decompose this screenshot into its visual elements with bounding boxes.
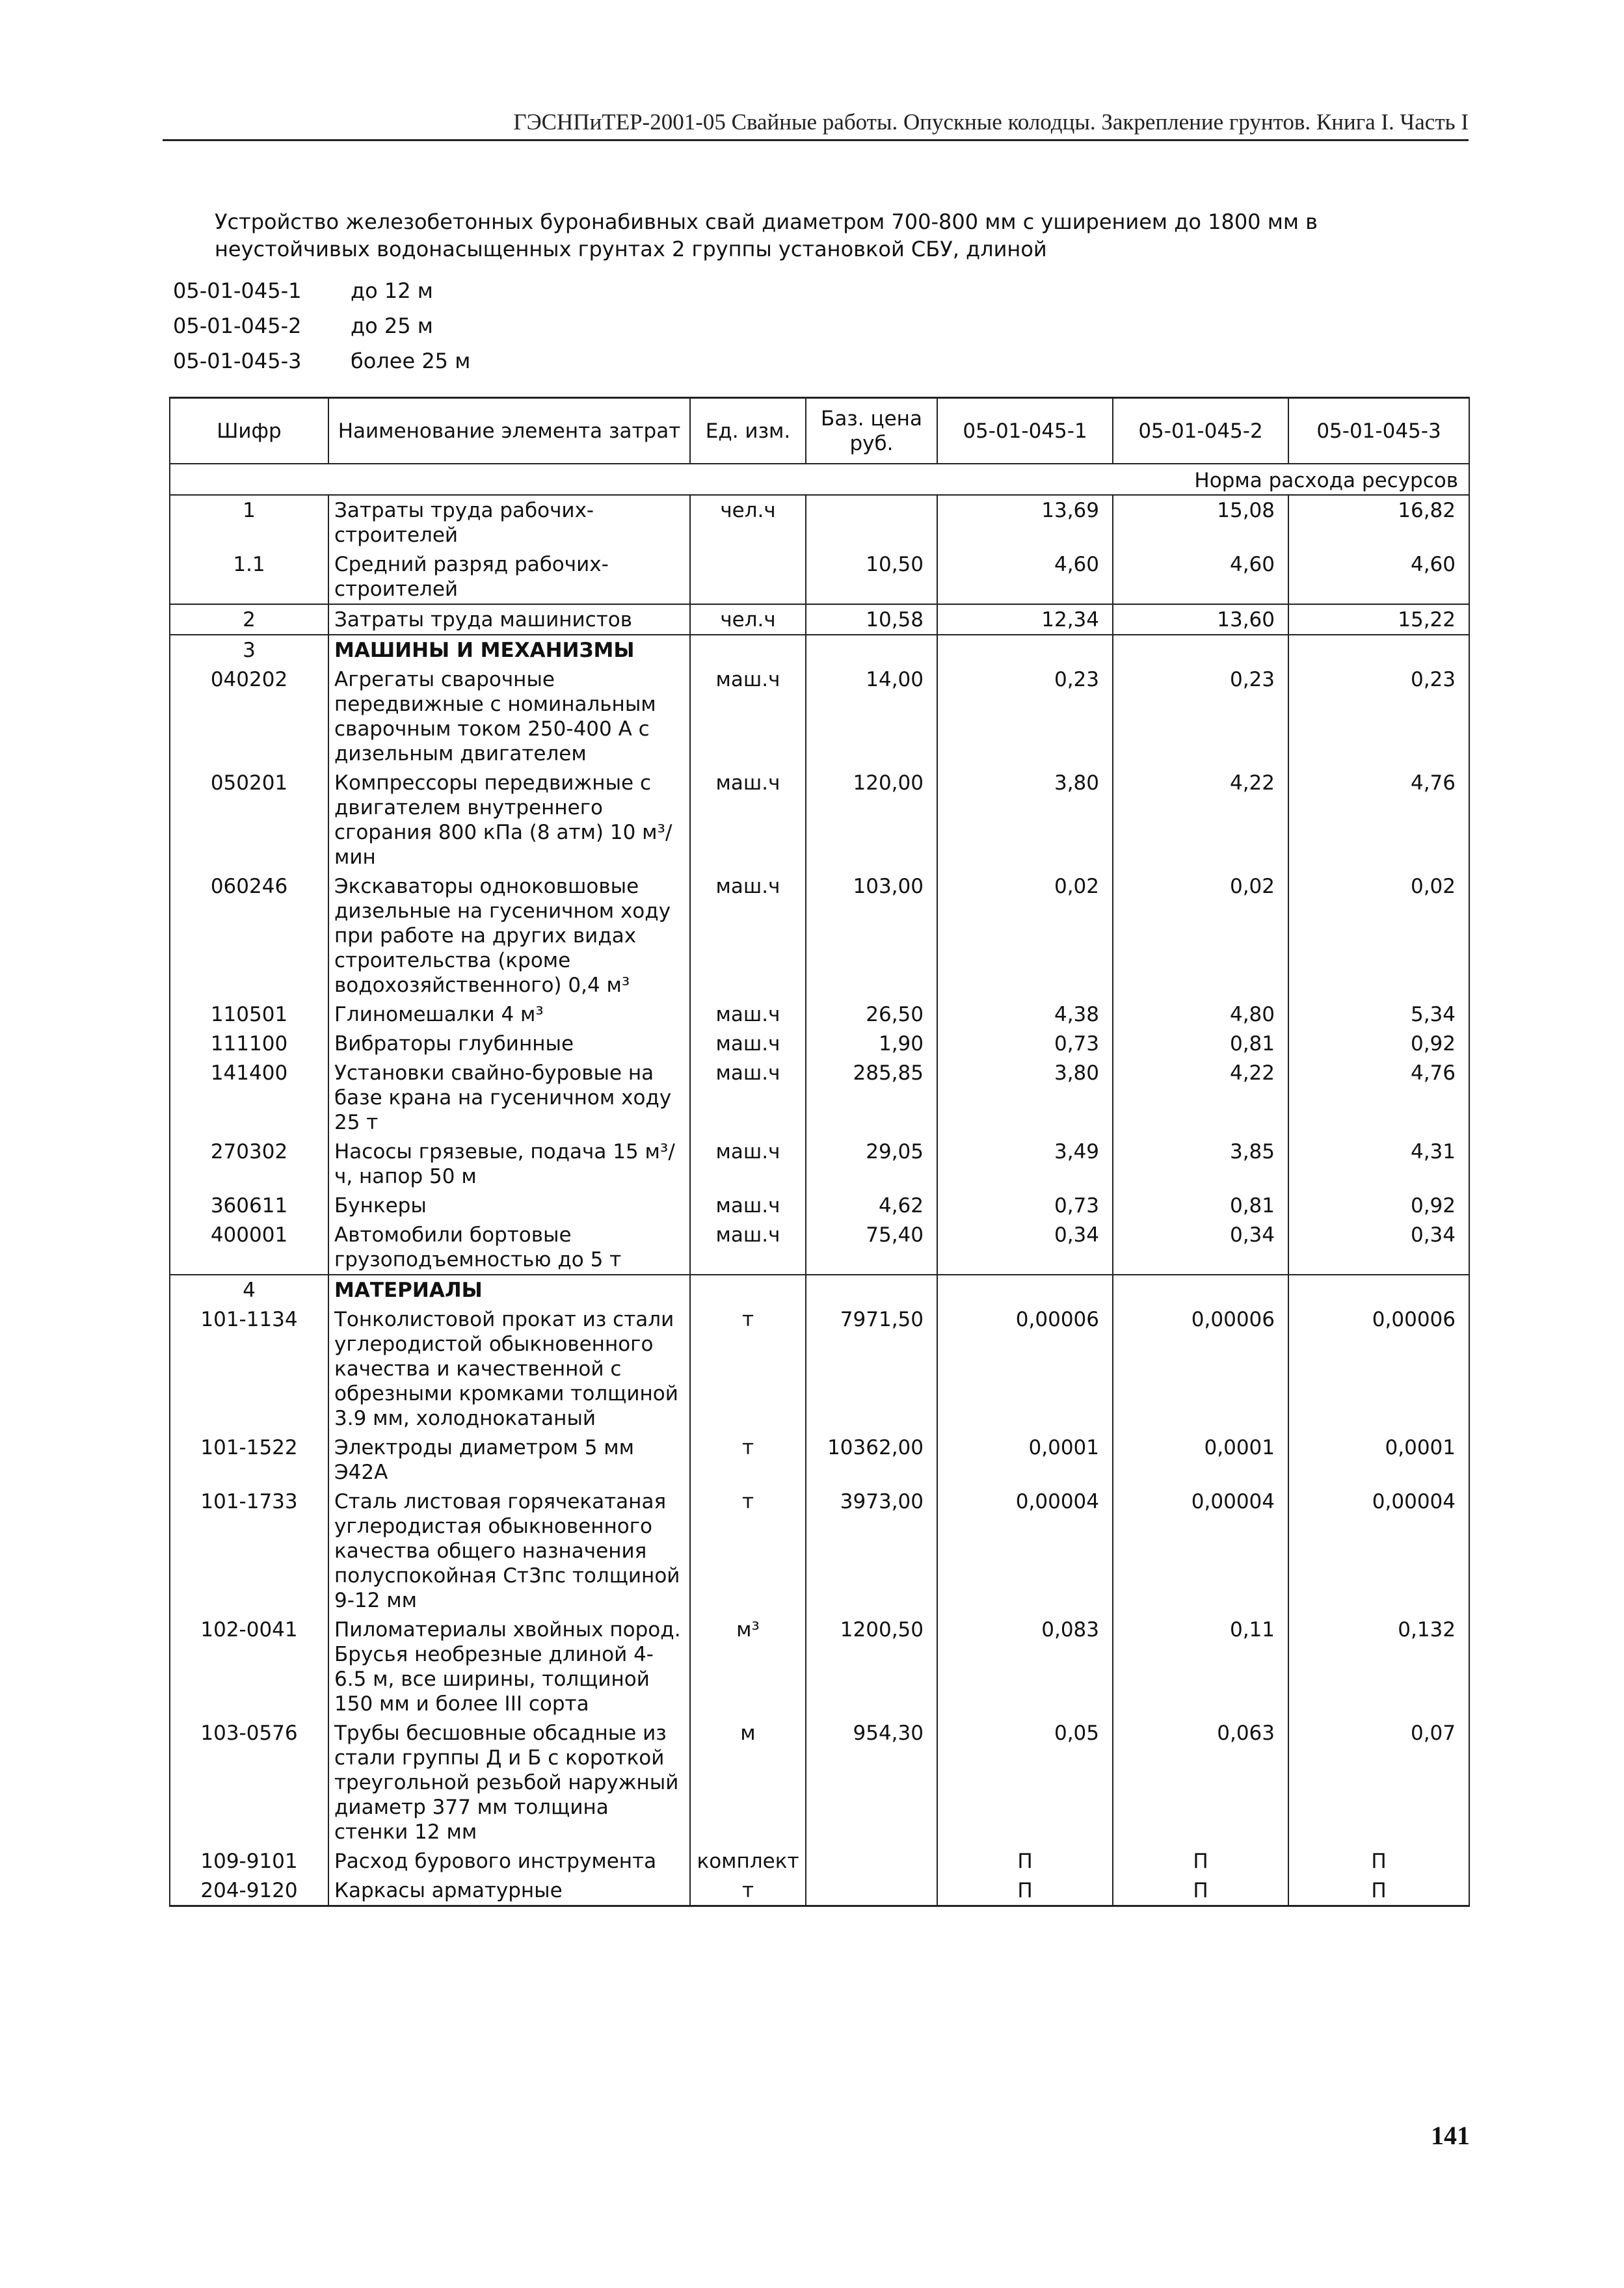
row-name: Компрессоры передвижные с двигателем внутреннего сгорания 800 кПа (8 атм) 10 м³/мин: [328, 768, 690, 871]
row-name: Глиномешалки 4 м³: [328, 1000, 690, 1029]
row-value-2: 0,81: [1113, 1029, 1288, 1058]
row-value-2: 0,11: [1113, 1615, 1288, 1718]
table-row: [170, 1846, 1469, 1876]
page-number: 141: [1431, 2121, 1470, 2150]
table-row: [170, 1876, 1469, 1906]
row-unit: м³: [690, 1615, 806, 1718]
row-price: 14,00: [806, 665, 937, 768]
row-code: 2: [170, 604, 328, 635]
row-name: Расход бурового инструмента: [328, 1846, 690, 1876]
section-description: Устройство железобетонных буронабивных свай диаметром 700-800 мм с уширением до 1800 мм в неустойчивых водонасыщенных грунтах 2 группы установкой СБУ, длиной: [215, 209, 1318, 261]
row-price: [806, 495, 937, 550]
row-value-2: 0,02: [1113, 871, 1288, 1000]
table-row: [170, 1000, 1469, 1029]
row-unit: маш.ч: [690, 871, 806, 1000]
table-row: [170, 1487, 1469, 1615]
row-name: Пиломатериалы хвойных пород. Брусья необрезные длиной 4-6.5 м, все ширины, толщиной 150 мм и более III сорта: [328, 1615, 690, 1718]
table-row: [170, 1220, 1469, 1275]
row-value-2: П: [1113, 1846, 1288, 1876]
row-code: 103-0576: [170, 1718, 328, 1846]
table-row: [170, 1029, 1469, 1058]
row-name: Автомобили бортовые грузоподъемностью до 5 т: [328, 1220, 690, 1275]
row-value-1: 0,73: [937, 1029, 1113, 1058]
row-unit: маш.ч: [690, 1029, 806, 1058]
row-name: Тонколистовой прокат из стали углеродистой обыкновенного качества и качественной с обрезными кромками толщиной 3.9 мм, холоднокатаный: [328, 1305, 690, 1433]
row-value-3: 4,60: [1288, 550, 1469, 604]
row-price: 3973,00: [806, 1487, 937, 1615]
row-unit: т: [690, 1487, 806, 1615]
row-unit: маш.ч: [690, 1058, 806, 1137]
table-row: [170, 768, 1469, 871]
row-value-3: 0,02: [1288, 871, 1469, 1000]
row-name: МАТЕРИАЛЫ: [328, 1275, 690, 1305]
row-price: 120,00: [806, 768, 937, 871]
table-row: [170, 1191, 1469, 1220]
row-value-3: П: [1288, 1846, 1469, 1876]
variant-list: [173, 273, 470, 379]
row-value-3: 0,00006: [1288, 1305, 1469, 1433]
row-value-1: 0,34: [937, 1220, 1113, 1275]
row-unit: м: [690, 1718, 806, 1846]
table-row: [170, 1137, 1469, 1191]
row-price: 1,90: [806, 1029, 937, 1058]
row-value-3: 0,92: [1288, 1029, 1469, 1058]
variant-code: 05-01-045-3: [173, 349, 302, 373]
row-name: Экскаваторы одноковшовые дизельные на гусеничном ходу при работе на других видах строительства (кроме водохозяйственного) 0,4 м³: [328, 871, 690, 1000]
variant-item: [173, 308, 470, 343]
row-name: Трубы бесшовные обсадные из стали группы Д и Б с короткой треугольной резьбой наружный диаметр 377 мм толщина стенки 12 мм: [328, 1718, 690, 1846]
row-value-3: 0,23: [1288, 665, 1469, 768]
row-unit: т: [690, 1305, 806, 1433]
row-value-2: 4,80: [1113, 1000, 1288, 1029]
row-value-2: [1113, 635, 1288, 665]
row-name: Вибраторы глубинные: [328, 1029, 690, 1058]
row-price: 10,58: [806, 604, 937, 635]
row-code: 141400: [170, 1058, 328, 1137]
row-value-1: 4,60: [937, 550, 1113, 604]
row-code: 1: [170, 495, 328, 550]
row-value-2: 15,08: [1113, 495, 1288, 550]
row-value-2: 13,60: [1113, 604, 1288, 635]
row-value-1: П: [937, 1846, 1113, 1876]
row-value-2: 4,60: [1113, 550, 1288, 604]
row-code: 101-1522: [170, 1433, 328, 1487]
row-value-1: 0,083: [937, 1615, 1113, 1718]
row-name: Бункеры: [328, 1191, 690, 1220]
norm-label: Норма расхода ресурсов: [170, 464, 1469, 495]
header-code: Шифр: [170, 398, 328, 464]
row-value-2: 0,00006: [1113, 1305, 1288, 1433]
row-code: 4: [170, 1275, 328, 1305]
row-unit: [690, 1275, 806, 1305]
row-price: 285,85: [806, 1058, 937, 1137]
row-unit: чел.ч: [690, 495, 806, 550]
row-value-2: 0,81: [1113, 1191, 1288, 1220]
table-row: [170, 495, 1469, 550]
row-price: 1200,50: [806, 1615, 937, 1718]
norm-label-row: [170, 464, 1469, 495]
row-name: Установки свайно-буровые на базе крана на гусеничном ходу 25 т: [328, 1058, 690, 1137]
row-value-3: 16,82: [1288, 495, 1469, 550]
row-name: Средний разряд рабочих-строителей: [328, 550, 690, 604]
row-price: 10362,00: [806, 1433, 937, 1487]
row-value-3: 4,76: [1288, 768, 1469, 871]
row-unit: [690, 550, 806, 604]
row-code: 111100: [170, 1029, 328, 1058]
row-value-2: 0,34: [1113, 1220, 1288, 1275]
table-row: [170, 1433, 1469, 1487]
row-price: [806, 1275, 937, 1305]
row-price: 26,50: [806, 1000, 937, 1029]
row-name: МАШИНЫ И МЕХАНИЗМЫ: [328, 635, 690, 665]
row-value-3: 5,34: [1288, 1000, 1469, 1029]
row-value-1: П: [937, 1876, 1113, 1906]
row-value-1: 3,49: [937, 1137, 1113, 1191]
row-value-1: 0,05: [937, 1718, 1113, 1846]
row-value-3: 4,31: [1288, 1137, 1469, 1191]
header-variant-3: 05-01-045-3: [1288, 398, 1469, 464]
row-value-3: 0,34: [1288, 1220, 1469, 1275]
table-row: [170, 635, 1469, 665]
row-value-1: [937, 1275, 1113, 1305]
row-price: [806, 1846, 937, 1876]
row-unit: маш.ч: [690, 768, 806, 871]
table-header-row: [170, 398, 1469, 464]
table-row: [170, 1718, 1469, 1846]
row-price: 103,00: [806, 871, 937, 1000]
row-value-1: 13,69: [937, 495, 1113, 550]
row-unit: маш.ч: [690, 1220, 806, 1275]
row-name: Каркасы арматурные: [328, 1876, 690, 1906]
row-value-1: 12,34: [937, 604, 1113, 635]
table-row: [170, 1615, 1469, 1718]
row-name: Электроды диаметром 5 мм Э42А: [328, 1433, 690, 1487]
row-name: Агрегаты сварочные передвижные с номинальным сварочным током 250-400 А с дизельным двигателем: [328, 665, 690, 768]
row-value-1: 0,73: [937, 1191, 1113, 1220]
row-value-1: 0,0001: [937, 1433, 1113, 1487]
row-code: 3: [170, 635, 328, 665]
header-variant-1: 05-01-045-1: [937, 398, 1113, 464]
variant-item: [173, 273, 470, 308]
row-value-3: [1288, 1275, 1469, 1305]
row-unit: маш.ч: [690, 1137, 806, 1191]
row-code: 109-9101: [170, 1846, 328, 1876]
row-code: 270302: [170, 1137, 328, 1191]
row-unit: чел.ч: [690, 604, 806, 635]
row-value-3: 15,22: [1288, 604, 1469, 635]
row-name: Сталь листовая горячекатаная углеродистая обыкновенного качества общего назначения полуспокойная Ст3пс толщиной 9-12 мм: [328, 1487, 690, 1615]
row-price: 954,30: [806, 1718, 937, 1846]
row-code: 050201: [170, 768, 328, 871]
row-value-1: 0,00004: [937, 1487, 1113, 1615]
running-header: ГЭСНПиТЕР-2001-05 Свайные работы. Опускные колодцы. Закрепление грунтов. Книга I. Часть I: [163, 109, 1469, 141]
row-code: 102-0041: [170, 1615, 328, 1718]
row-code: 1.1: [170, 550, 328, 604]
row-name: Затраты труда рабочих-строителей: [328, 495, 690, 550]
row-code: 204-9120: [170, 1876, 328, 1906]
table-row: [170, 604, 1469, 635]
row-code: 110501: [170, 1000, 328, 1029]
row-value-3: 0,0001: [1288, 1433, 1469, 1487]
header-variant-2: 05-01-045-2: [1113, 398, 1288, 464]
row-unit: маш.ч: [690, 665, 806, 768]
table-row: [170, 665, 1469, 768]
header-name: Наименование элемента затрат: [328, 398, 690, 464]
table-row: [170, 871, 1469, 1000]
row-code: 101-1134: [170, 1305, 328, 1433]
variant-desc: до 12 м: [351, 278, 433, 303]
row-price: 7971,50: [806, 1305, 937, 1433]
row-value-1: [937, 635, 1113, 665]
row-code: 360611: [170, 1191, 328, 1220]
row-value-3: 0,00004: [1288, 1487, 1469, 1615]
row-unit: маш.ч: [690, 1191, 806, 1220]
variant-code: 05-01-045-1: [173, 278, 302, 303]
row-unit: т: [690, 1433, 806, 1487]
row-price: 29,05: [806, 1137, 937, 1191]
row-value-2: 0,00004: [1113, 1487, 1288, 1615]
row-code: 040202: [170, 665, 328, 768]
row-price: 10,50: [806, 550, 937, 604]
row-value-3: [1288, 635, 1469, 665]
row-value-1: 0,02: [937, 871, 1113, 1000]
row-code: 060246: [170, 871, 328, 1000]
row-value-1: 0,23: [937, 665, 1113, 768]
row-value-1: 0,00006: [937, 1305, 1113, 1433]
row-value-3: 4,76: [1288, 1058, 1469, 1137]
row-unit: т: [690, 1876, 806, 1906]
row-value-2: 4,22: [1113, 768, 1288, 871]
row-value-2: 4,22: [1113, 1058, 1288, 1137]
row-value-3: 0,92: [1288, 1191, 1469, 1220]
row-value-3: 0,07: [1288, 1718, 1469, 1846]
table-row: [170, 1058, 1469, 1137]
row-price: [806, 635, 937, 665]
variant-item: [173, 343, 470, 379]
resource-norms-table: [169, 397, 1470, 1907]
row-value-3: 0,132: [1288, 1615, 1469, 1718]
row-price: 4,62: [806, 1191, 937, 1220]
row-code: 101-1733: [170, 1487, 328, 1615]
row-value-1: 3,80: [937, 768, 1113, 871]
row-price: [806, 1876, 937, 1906]
row-value-2: 0,23: [1113, 665, 1288, 768]
header-price: Баз. цена руб.: [806, 398, 937, 464]
row-unit: [690, 635, 806, 665]
row-name: Затраты труда машинистов: [328, 604, 690, 635]
row-value-3: П: [1288, 1876, 1469, 1906]
variant-desc: до 25 м: [351, 313, 433, 338]
row-value-2: П: [1113, 1876, 1288, 1906]
variant-code: 05-01-045-2: [173, 313, 302, 338]
table-row: [170, 1275, 1469, 1305]
header-unit: Ед. изм.: [690, 398, 806, 464]
row-value-2: 3,85: [1113, 1137, 1288, 1191]
row-code: 400001: [170, 1220, 328, 1275]
row-value-2: [1113, 1275, 1288, 1305]
row-unit: комплект: [690, 1846, 806, 1876]
table-row: [170, 1305, 1469, 1433]
table-row: [170, 550, 1469, 604]
row-value-2: 0,0001: [1113, 1433, 1288, 1487]
row-price: 75,40: [806, 1220, 937, 1275]
variant-desc: более 25 м: [351, 349, 471, 373]
row-value-2: 0,063: [1113, 1718, 1288, 1846]
row-value-1: 3,80: [937, 1058, 1113, 1137]
row-unit: маш.ч: [690, 1000, 806, 1029]
row-value-1: 4,38: [937, 1000, 1113, 1029]
row-name: Насосы грязевые, подача 15 м³/ч, напор 50 м: [328, 1137, 690, 1191]
